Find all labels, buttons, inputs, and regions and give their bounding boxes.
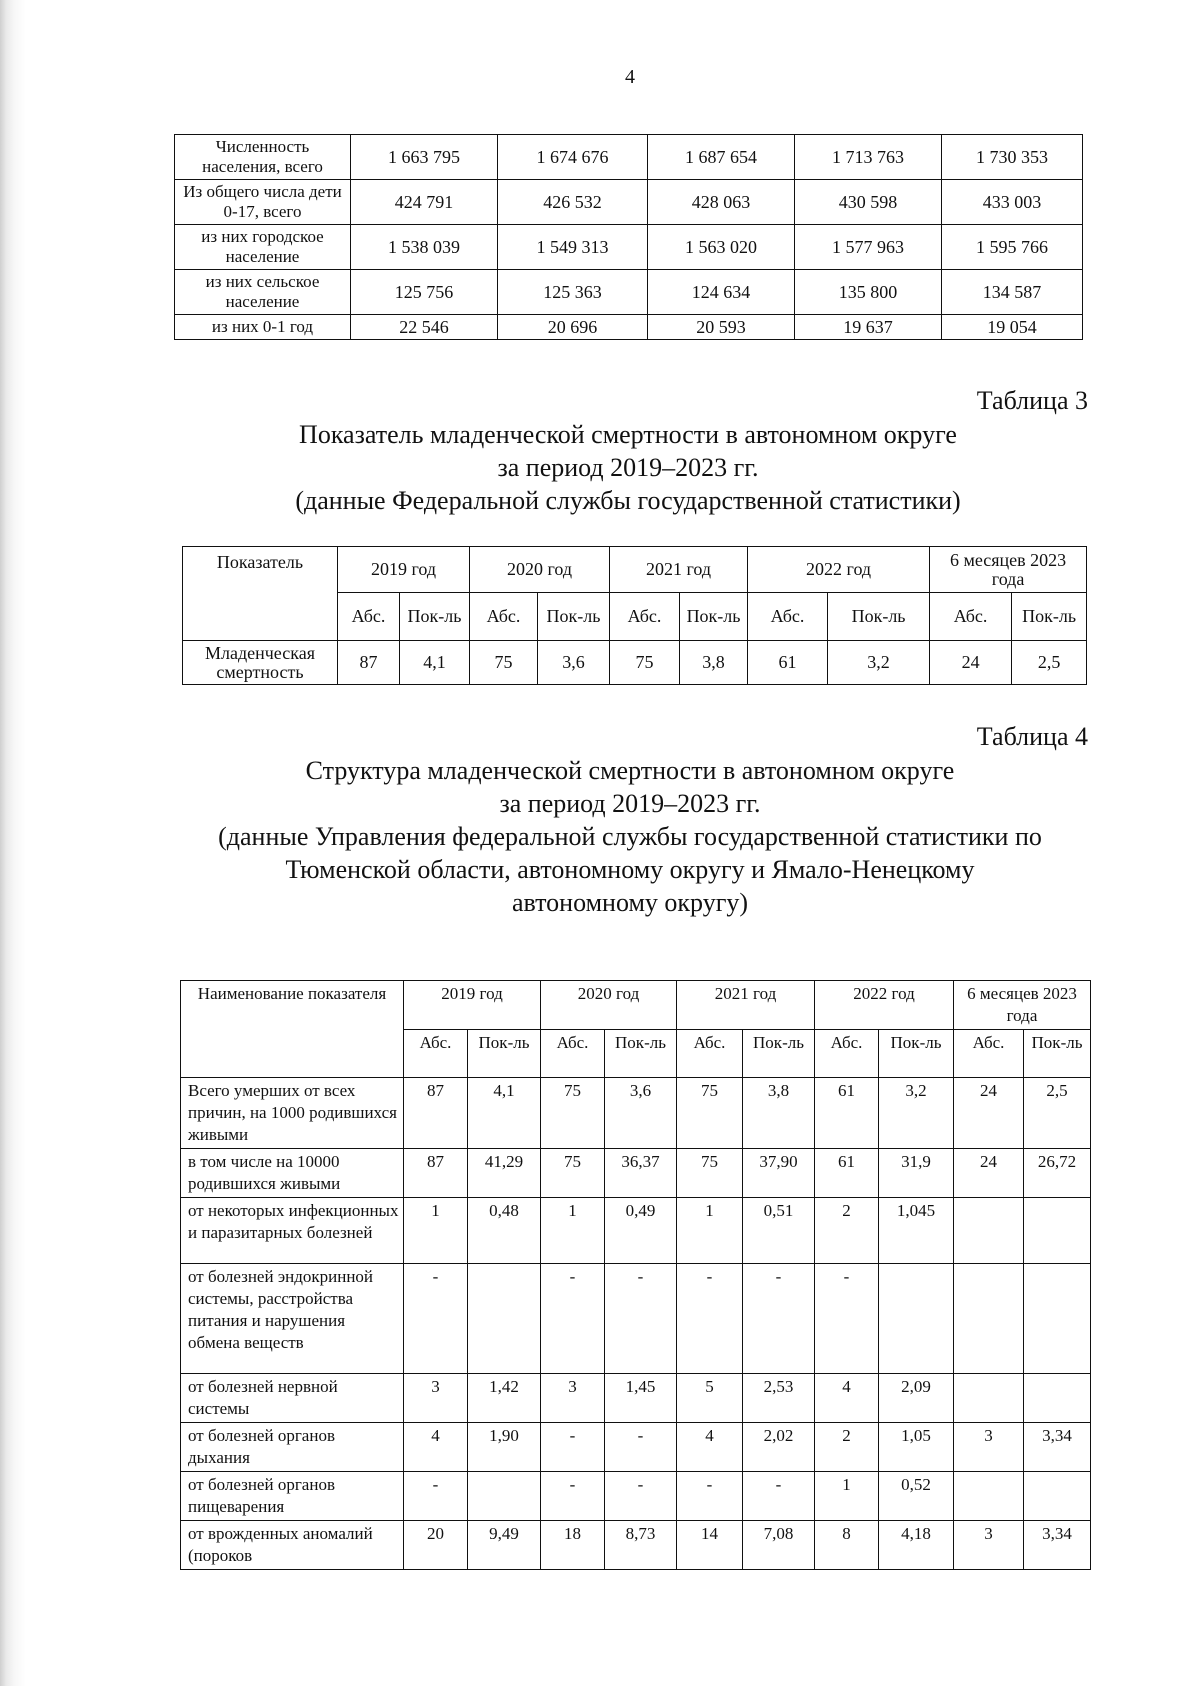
table-cell: 4,1 [468,1078,541,1149]
table-cell: 37,90 [743,1149,815,1198]
table4-title-line: Тюменской области, автономному округу и Ямало-Ненецкому [285,855,975,884]
table3-subheader: Абс. [610,593,680,641]
table-cell: 1 [677,1198,743,1264]
table3-header-label: Показатель [183,547,338,641]
table-cell: 8 [815,1521,879,1570]
table-cell: - [605,1264,677,1374]
table-cell: 4 [677,1423,743,1472]
table3-subheader: Пок-ль [828,593,930,641]
table-cell: 3,8 [743,1078,815,1149]
table3-title-line: за период 2019–2023 гг. [497,453,759,482]
table-cell [954,1264,1024,1374]
table4-subheader: Абс. [954,1030,1024,1078]
table-cell: - [743,1264,815,1374]
table-cell: 0,51 [743,1198,815,1264]
table-cell: 4 [404,1423,468,1472]
table-cell: 5 [677,1374,743,1423]
table-cell: 3,34 [1024,1423,1091,1472]
row-label: от болезней нервной системы [181,1374,404,1423]
table-row [175,225,1083,270]
table-cell: 1 674 676 [498,135,648,180]
table3-subheader: Пок-ль [538,593,610,641]
table3-title-line: (данные Федеральной службы государственной статистики) [295,486,961,515]
table-cell: 31,9 [879,1149,954,1198]
table3-subheader: Пок-ль [400,593,470,641]
table-cell: - [605,1423,677,1472]
row-label: из них городское население [175,225,351,270]
table4-subheader: Пок-ль [468,1030,541,1078]
table-cell: 20 593 [648,315,795,340]
table-cell [1024,1374,1091,1423]
table3-year-header: 2021 год [610,547,748,593]
row-label: Численность населения, всего [175,135,351,180]
table-cell: - [677,1472,743,1521]
table4-title-line: (данные Управления федеральной службы государственной статистики по [218,822,1042,851]
table4-title-line: за период 2019–2023 гг. [499,789,761,818]
table-cell: 2,02 [743,1423,815,1472]
table-row [181,1149,1091,1198]
table-row [181,1472,1091,1521]
row-label: от болезней эндокринной системы, расстройства питания и нарушения обмена веществ [181,1264,404,1374]
table3-subheader: Абс. [930,593,1012,641]
table-cell: 2,5 [1024,1078,1091,1149]
table-cell: 24 [954,1149,1024,1198]
table-cell: 3,2 [879,1078,954,1149]
table-row [175,270,1083,315]
table-cell: 87 [338,641,400,685]
table-cell: 1 687 654 [648,135,795,180]
table-cell: 1 595 766 [942,225,1083,270]
table-cell: 19 054 [942,315,1083,340]
table3-year-header: 6 месяцев 2023 года [930,547,1087,593]
table4-subheader: Пок-ль [879,1030,954,1078]
table-cell: 433 003 [942,180,1083,225]
table-cell: 2,09 [879,1374,954,1423]
table-cell [1024,1264,1091,1374]
table-cell: 1 549 313 [498,225,648,270]
table-cell: 3,6 [538,641,610,685]
table-cell: 3,34 [1024,1521,1091,1570]
table-cell: 3 [954,1423,1024,1472]
table4-subheader: Абс. [815,1030,879,1078]
table-cell: 125 756 [351,270,498,315]
table-cell: 0,49 [605,1198,677,1264]
table-cell: 1 538 039 [351,225,498,270]
table4-year-header: 2019 год [404,981,541,1030]
table-cell: 75 [470,641,538,685]
row-label: от болезней органов дыхания [181,1423,404,1472]
table-cell: 3,8 [680,641,748,685]
table-cell: 428 063 [648,180,795,225]
table3-subheader: Пок-ль [1012,593,1087,641]
table3-title-line: Показатель младенческой смертности в автономном округе [299,420,957,449]
table4-subheader: Пок-ль [743,1030,815,1078]
table-cell: 19 637 [795,315,942,340]
table4-year-header: 6 месяцев 2023 года [954,981,1091,1030]
table-cell: 8,73 [605,1521,677,1570]
table4-subheader: Абс. [541,1030,605,1078]
table-cell: 75 [541,1078,605,1149]
table4-title-line: автономному округу) [511,888,749,917]
table4-subheader: Пок-ль [605,1030,677,1078]
infant-mortality-table [182,546,1087,685]
table-cell: 1,42 [468,1374,541,1423]
table4-subheader: Абс. [404,1030,468,1078]
table-cell: 3,2 [828,641,930,685]
table-cell: - [743,1472,815,1521]
table-cell: 1 730 353 [942,135,1083,180]
table-cell: 20 696 [498,315,648,340]
table-cell: - [404,1472,468,1521]
table-cell: 20 [404,1521,468,1570]
table4-caption: Таблица 4 [976,722,1088,751]
table-cell: 26,72 [1024,1149,1091,1198]
table-cell: 4,1 [400,641,470,685]
table-cell: 61 [815,1078,879,1149]
table-cell: 1 [404,1198,468,1264]
row-label: Всего умерших от всех причин, на 1000 родившихся живыми [181,1078,404,1149]
table-cell: 1 [815,1472,879,1521]
table-row [181,1078,1091,1149]
table-cell: 14 [677,1521,743,1570]
table-cell: 1 [541,1198,605,1264]
page-number: 4 [625,66,635,88]
table-row [175,180,1083,225]
table-cell: 2 [815,1198,879,1264]
table-cell: - [541,1264,605,1374]
table-cell: 426 532 [498,180,648,225]
table-cell: 1 563 020 [648,225,795,270]
table-cell [954,1472,1024,1521]
table-cell: 18 [541,1521,605,1570]
table-row [175,315,1083,340]
row-label: от врожденных аномалий (пороков [181,1521,404,1570]
table-cell: 1,90 [468,1423,541,1472]
table4-title-line: Структура младенческой смертности в автономном округе [305,756,955,785]
row-label: из них 0-1 год [175,315,351,340]
table-cell: 22 546 [351,315,498,340]
table-row [181,1264,1091,1374]
table-cell: 61 [815,1149,879,1198]
table-cell: - [677,1264,743,1374]
table-cell: 75 [677,1078,743,1149]
table-cell: - [605,1472,677,1521]
table-cell: 1 713 763 [795,135,942,180]
row-label: Из общего числа дети 0-17, всего [175,180,351,225]
table3-year-header: 2019 год [338,547,470,593]
row-label: от некоторых инфекционных и паразитарных болезней [181,1198,404,1264]
population-table [174,134,1083,340]
table-cell: 1 663 795 [351,135,498,180]
table-cell: 3 [954,1521,1024,1570]
infant-mortality-structure-table [180,980,1091,1570]
table-cell: 424 791 [351,180,498,225]
row-label: от болезней органов пищеварения [181,1472,404,1521]
table-cell [1024,1198,1091,1264]
table-cell: 1,045 [879,1198,954,1264]
table-row [181,1374,1091,1423]
table-cell: 1,45 [605,1374,677,1423]
table-cell: 3 [541,1374,605,1423]
table-cell [1024,1472,1091,1521]
table-row [175,135,1083,180]
table-cell: 135 800 [795,270,942,315]
table-row [181,1198,1091,1264]
table-cell: 0,52 [879,1472,954,1521]
table-cell: 124 634 [648,270,795,315]
table4-year-header: 2020 год [541,981,677,1030]
table-cell [879,1264,954,1374]
table-cell [468,1264,541,1374]
table4-year-header: 2021 год [677,981,815,1030]
row-label: Младенческая смертность [183,641,338,685]
table-row [181,1423,1091,1472]
table3-subheader: Абс. [338,593,400,641]
table-cell: 75 [541,1149,605,1198]
table-cell: 3 [404,1374,468,1423]
table-cell: 75 [677,1149,743,1198]
table-cell: 9,49 [468,1521,541,1570]
table-cell: - [541,1472,605,1521]
table3-year-header: 2022 год [748,547,930,593]
table-row [183,641,1087,685]
table-cell: 2 [815,1423,879,1472]
table-cell [954,1198,1024,1264]
row-label: из них сельское население [175,270,351,315]
table4-header-label: Наименование показателя [181,981,404,1078]
table-row [181,1521,1091,1570]
scan-left-edge [0,0,26,1686]
table-cell: 41,29 [468,1149,541,1198]
table-cell: - [541,1423,605,1472]
table4-year-header: 2022 год [815,981,954,1030]
table-cell: 24 [954,1078,1024,1149]
table-cell: 4 [815,1374,879,1423]
table-cell: 0,48 [468,1198,541,1264]
table-cell: 36,37 [605,1149,677,1198]
table-cell: 1,05 [879,1423,954,1472]
table3-year-header: 2020 год [470,547,610,593]
table-cell: 75 [610,641,680,685]
table-cell: 2,53 [743,1374,815,1423]
table4-title [170,754,1090,919]
table-cell: 4,18 [879,1521,954,1570]
table-cell: 430 598 [795,180,942,225]
table3-subheader: Пок-ль [680,593,748,641]
table-cell: 61 [748,641,828,685]
table-cell: 7,08 [743,1521,815,1570]
table-cell: 87 [404,1078,468,1149]
table-cell: 134 587 [942,270,1083,315]
table-cell: - [815,1264,879,1374]
table-cell: 87 [404,1149,468,1198]
table4-subheader: Абс. [677,1030,743,1078]
table3-subheader: Абс. [470,593,538,641]
table-cell: 24 [930,641,1012,685]
table3-title [174,418,1082,517]
table3-subheader: Абс. [748,593,828,641]
table-cell: 1 577 963 [795,225,942,270]
table-cell [954,1374,1024,1423]
table3-caption: Таблица 3 [976,386,1088,415]
row-label: в том числе на 10000 родившихся живыми [181,1149,404,1198]
table-cell: - [404,1264,468,1374]
table-cell [468,1472,541,1521]
table4-subheader: Пок-ль [1024,1030,1091,1078]
table-cell: 3,6 [605,1078,677,1149]
table-cell: 125 363 [498,270,648,315]
table-cell: 2,5 [1012,641,1087,685]
